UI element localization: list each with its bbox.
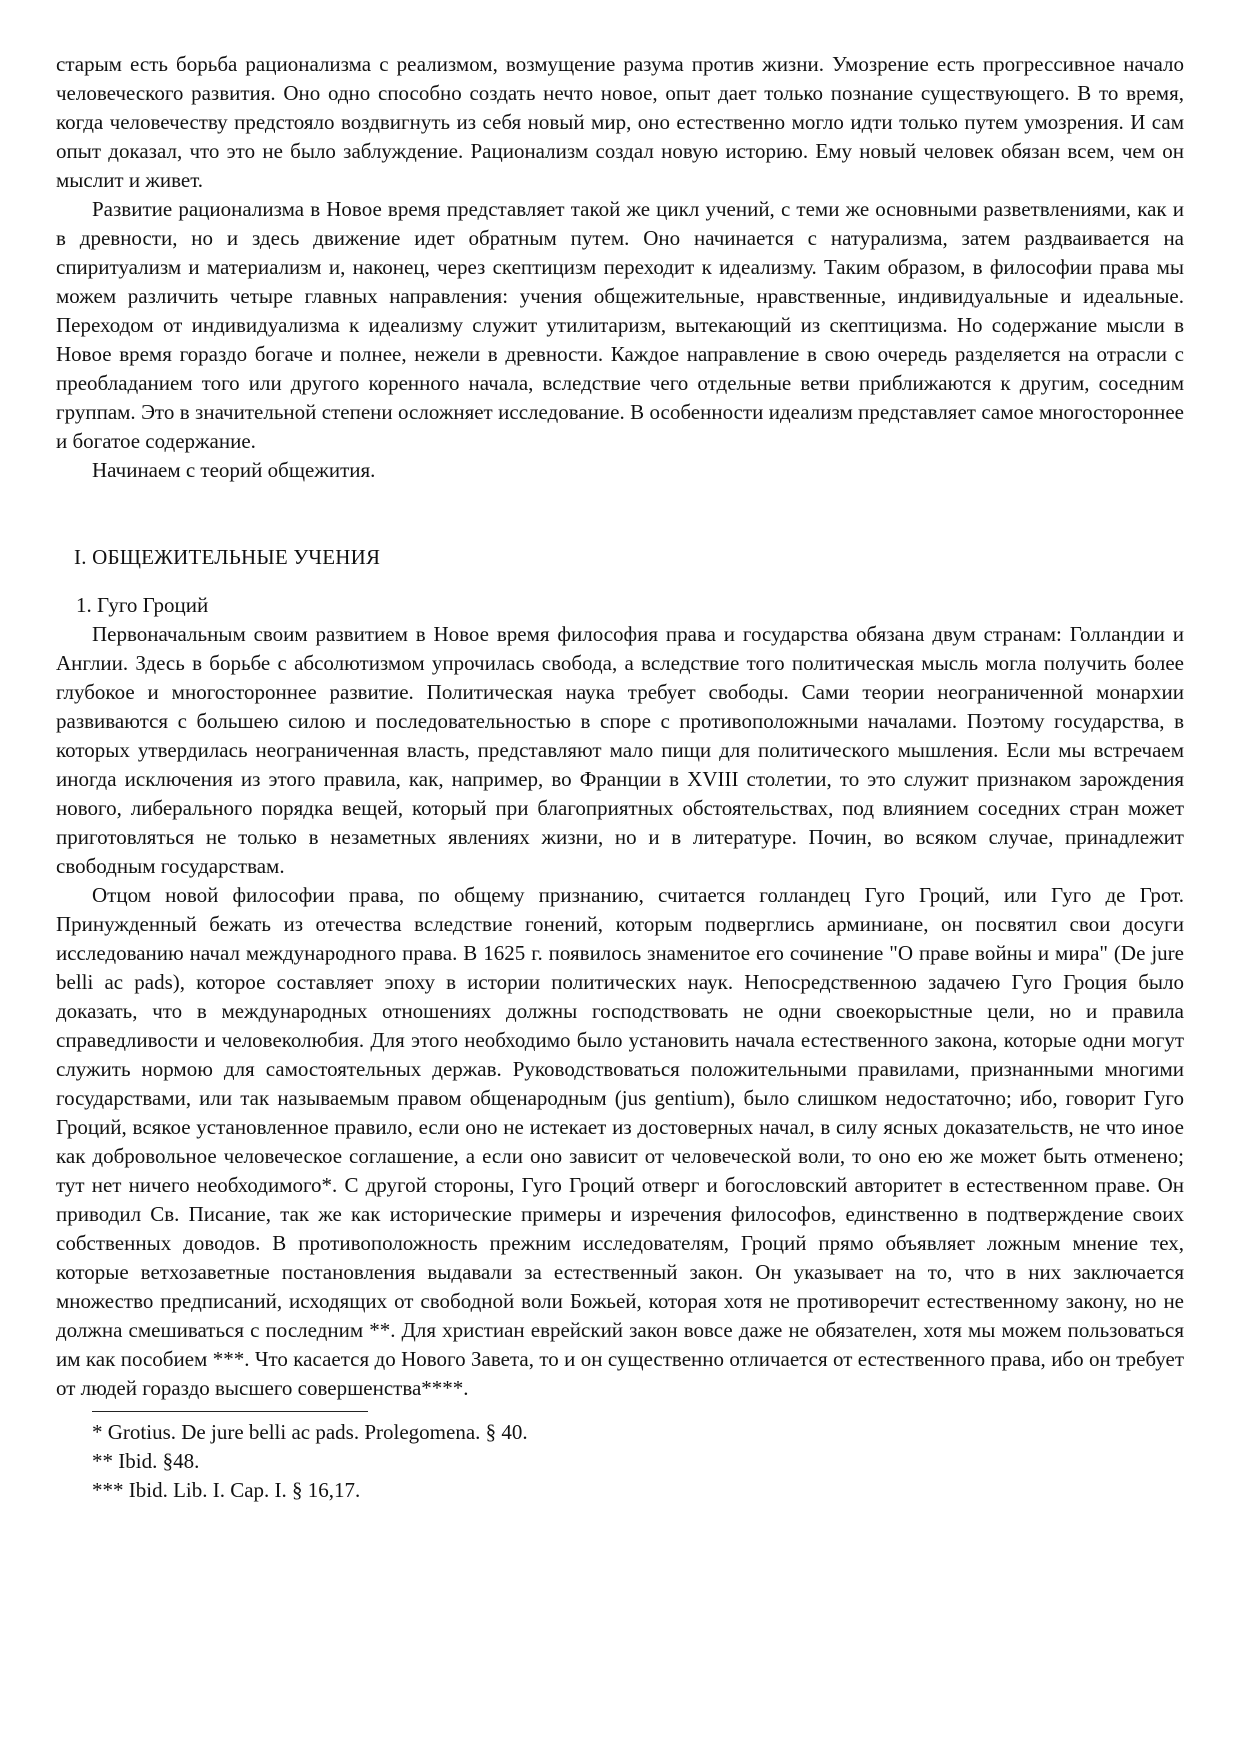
footnote-3: *** Ibid. Lib. I. Cap. I. § 16,17.: [92, 1478, 361, 1502]
footnote-2: ** Ibid. §48.: [92, 1449, 200, 1473]
section-heading: 1. Гуго Гроций: [76, 593, 209, 617]
footnotes: [92, 1418, 1184, 1505]
section-paragraph-1: Первоначальным своим развитием в Новое время философия права и государства обязана двум странам: Голландии и Англии. Здесь в борьбе с абсолютизмом упрочилась свобода, а вследствие того политическая мысль могла получить более глубокое и многостороннее развитие. Политическая наука требует свободы. Сами теории неограниченной монархии развиваются с большею силою и последовательностью в споре с противоположными началами. Поэтому государства, в которых утвердилась неограниченная власть, представляют мало пищи для политического мышления. Если мы встречаем иногда исключения из этого правила, как, например, во Франции в XVIII столетии, то это служит признаком зарождения нового, либерального порядка вещей, который при благоприятных обстоятельствах, под влиянием соседних стран может приготовляться не только в незаметных явлениях жизни, но и в литературе. Почин, во всяком случае, принадлежит свободным государствам.: [56, 622, 1184, 878]
chapter-heading: I. ОБЩЕЖИТЕЛЬНЫЕ УЧЕНИЯ: [74, 545, 381, 569]
footnote-1: * Grotius. De jure belli ac pads. Prolegomena. § 40.: [92, 1420, 528, 1444]
intro-paragraph-2: Развитие рационализма в Новое время представляет такой же цикл учений, с теми же основными разветвлениями, как и в древности, но и здесь движение идет обратным путем. Оно начинается с натурализма, затем раздваивается на спиритуализм и материализм и, наконец, через скептицизм переходит к идеализму. Таким образом, в философии права мы можем различить четыре главных направления: учения общежительные, нравственные, индивидуальные и идеальные. Переходом от индивидуализма к идеализму служит утилитаризм, вытекающий из скептицизма. Но содержание мысли в Новое время гораздо богаче и полнее, нежели в древности. Каждое направление в свою очередь разделяется на отрасли с преобладанием того или другого коренного начала, вследствие чего отдельные ветви приближаются к другим, соседним группам. Это в значительной степени осложняет исследование. В особенности идеализм представляет самое многостороннее и богатое содержание.: [56, 197, 1184, 453]
intro-paragraph-1: старым есть борьба рационализма с реализмом, возмущение разума против жизни. Умозрение есть прогрессивное начало человеческого развития. Оно одно способно создать нечто новое, опыт дает только познание существующего. В то время, когда человечеству предстояло воздвигнуть из себя новый мир, оно естественно могло идти только путем умозрения. И сам опыт доказал, что это не было заблуждение. Рационализм создал новую историю. Ему новый человек обязан всем, чем он мыслит и живет.: [56, 52, 1184, 192]
intro-paragraph-3: Начинаем с теорий общежития.: [92, 458, 376, 482]
section-paragraph-2: Отцом новой философии права, по общему признанию, считается голландец Гуго Гроций, или Гуго де Грот. Принужденный бежать из отечества вследствие гонений, которым подверглись арминиане, он посвятил свои досуги исследованию начал международного права. В 1625 г. появилось знаменитое его сочинение "О праве войны и мира" (De jure belli ac pads), которое составляет эпоху в истории политических наук. Непосредственною задачею Гуго Гроция было доказать, что в международных отношениях должны господствовать не одни своекорыстные цели, но и правила справедливости и человеколюбия. Для этого необходимо было установить начала естественного закона, которые одни могут служить нормою для самостоятельных держав. Руководствоваться положительными правилами, признанными многими государствами, или так называемым правом общенародным (jus gentium), было слишком недостаточно; ибо, говорит Гуго Гроций, всякое установленное правило, если оно не истекает из достоверных начал, в силу ясных доказательств, не что иное как добровольное человеческое соглашение, а если оно зависит от человеческой воли, то оно ею же может быть отменено; тут нет ничего необходимого*. С другой стороны, Гуго Гроций отверг и богословский авторитет в естественном праве. Он приводил Св. Писание, так же как исторические примеры и изречения философов, единственно в подтверждение своих собственных доводов. В противоположность прежним исследователям, Гроций прямо объявляет ложным мнение тех, которые ветхозаветные постановления выдавали за естественный закон. Он указывает на то, что в них заключается множество предписаний, исходящих от свободной воли Божьей, которая хотя не противоречит естественному закону, но не должна смешиваться с последним **. Для христиан еврейский закон вовсе даже не обязателен, хотя мы можем пользоваться им как пособием ***. Что касается до Нового Завета, то и он существенно отличается от естественного права, ибо он требует от людей гораздо высшего совершенства****.: [56, 883, 1184, 1400]
footnote-divider: [92, 1411, 368, 1412]
